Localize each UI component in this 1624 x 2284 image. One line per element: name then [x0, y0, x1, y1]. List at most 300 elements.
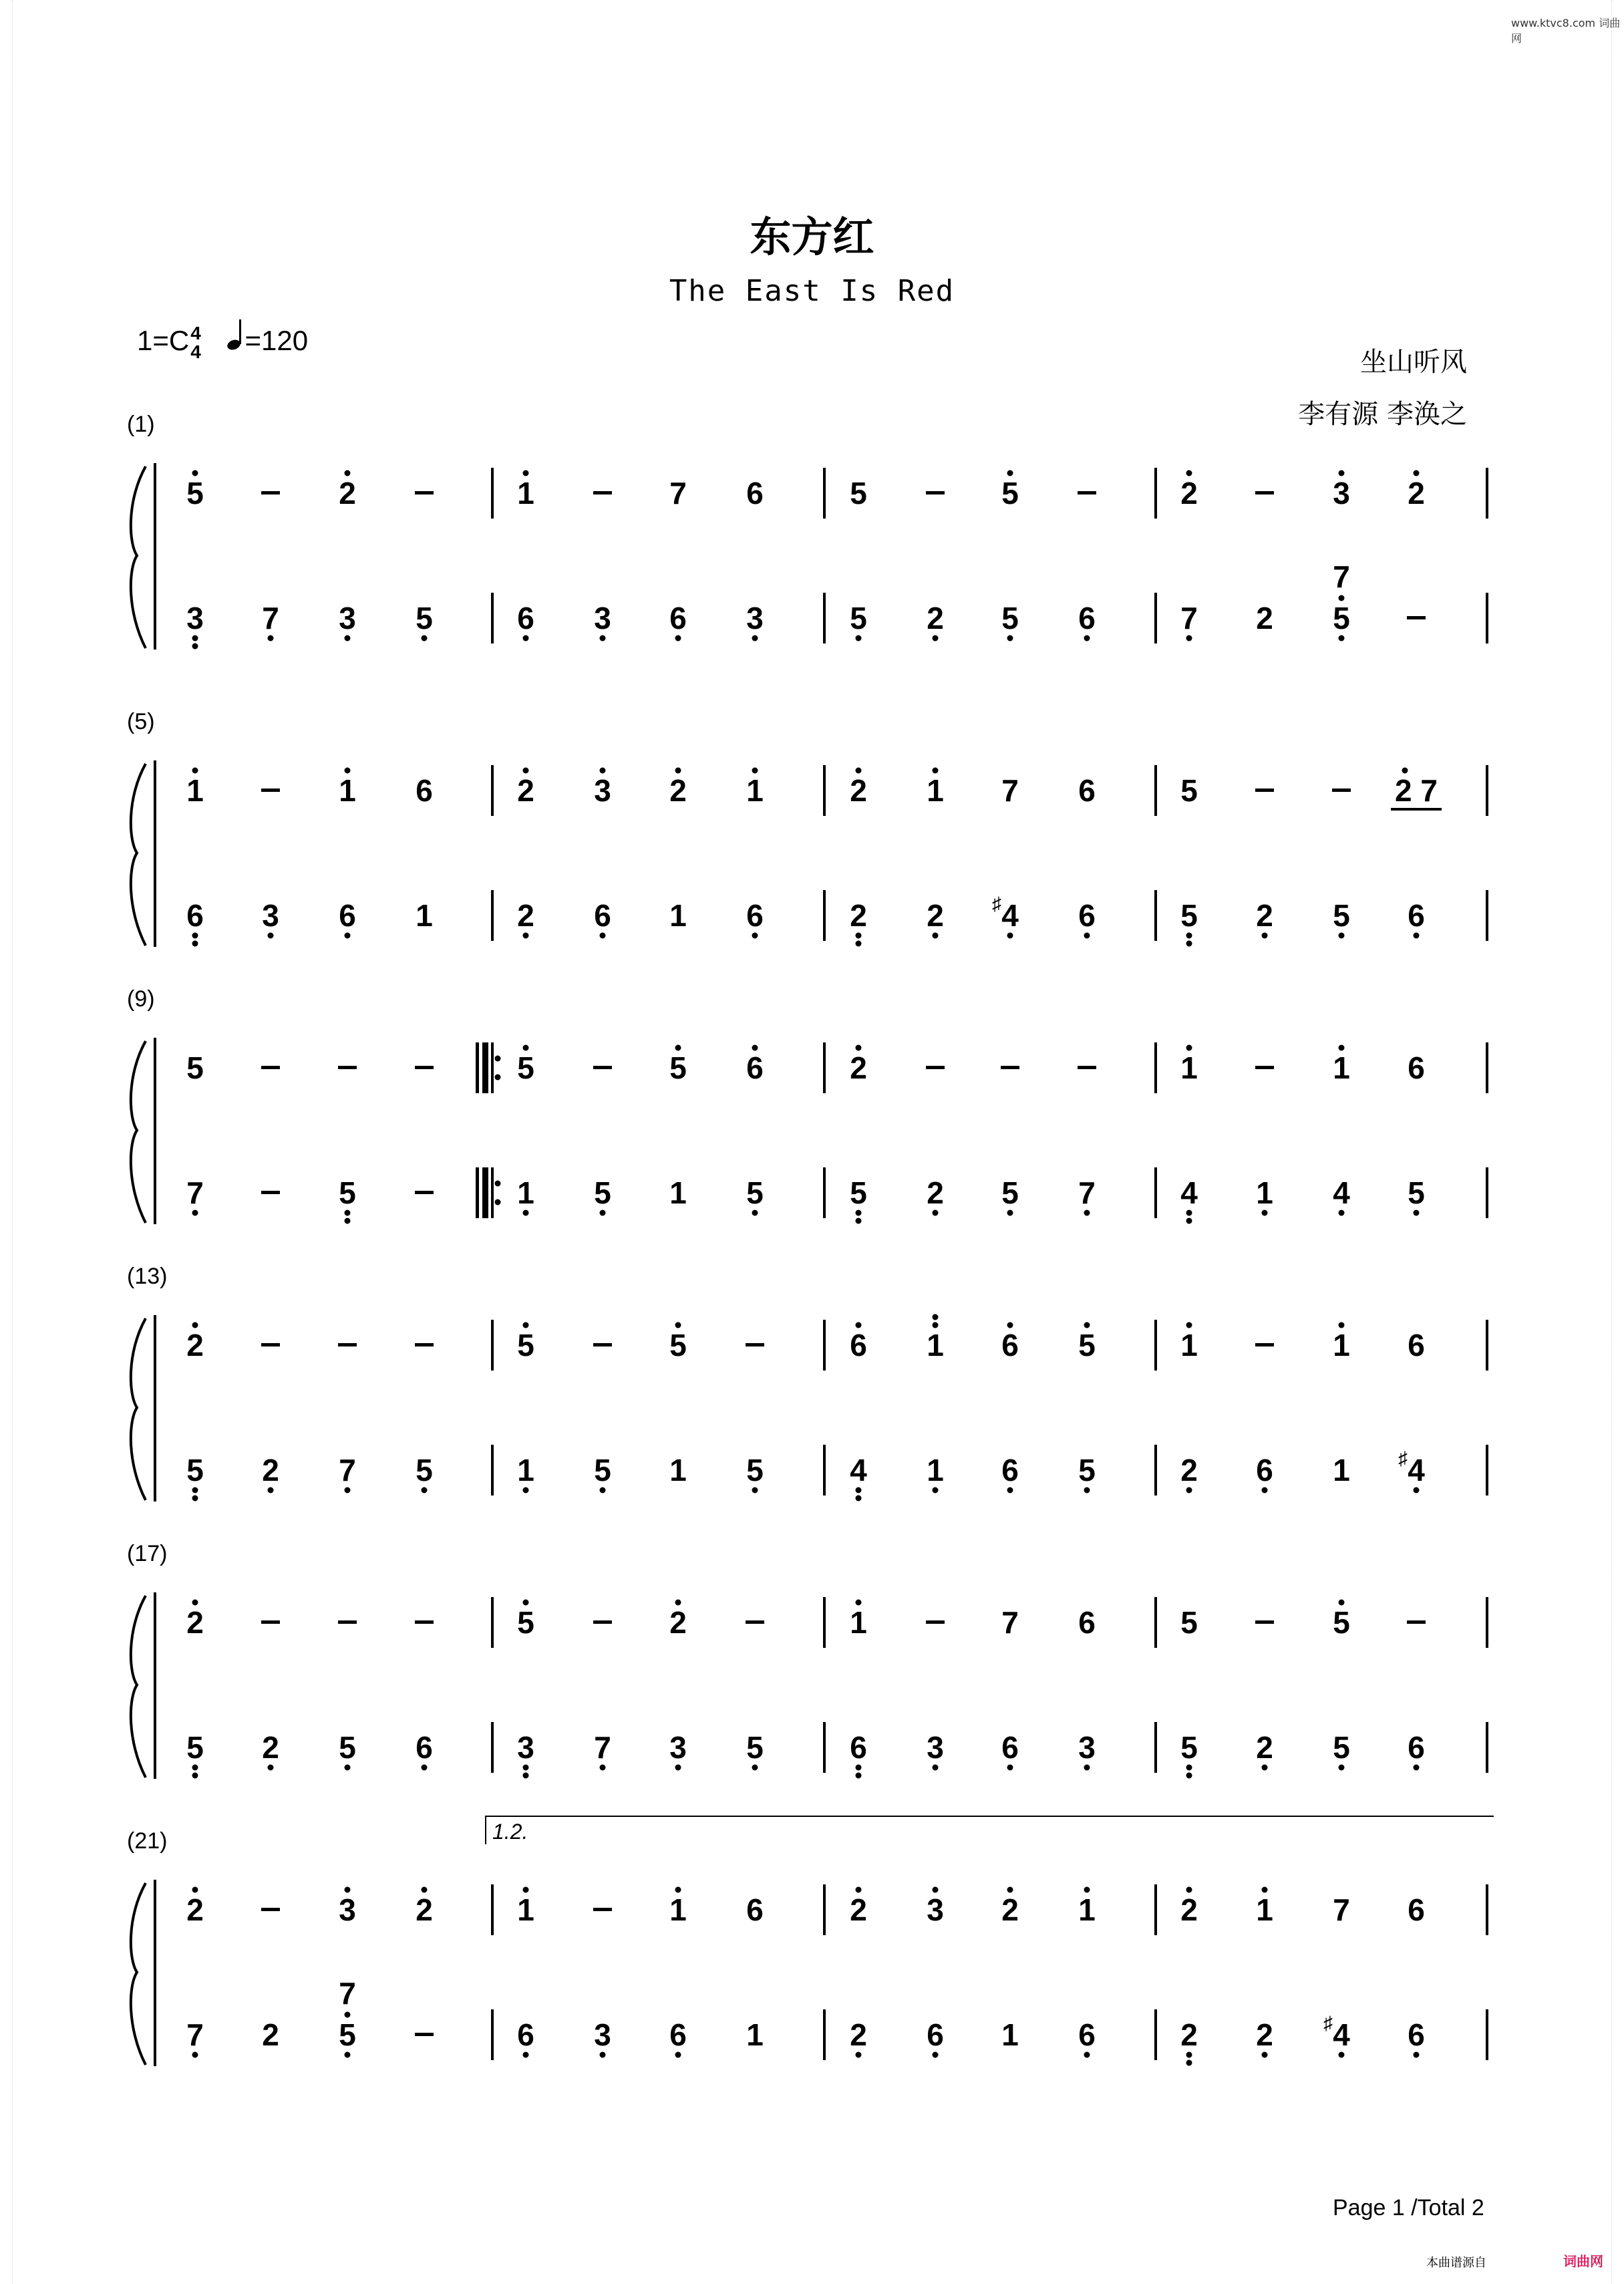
bass-note-low-dot2 — [856, 1773, 862, 1779]
bass-note-low-dot — [268, 635, 274, 641]
bass-barline — [1486, 2009, 1488, 2060]
repeat-dot — [495, 1056, 501, 1062]
bass-note-low-dot — [1186, 2052, 1192, 2058]
bass-note-low-dot2 — [192, 1773, 198, 1779]
bass-note: 6 — [669, 601, 687, 635]
arranger-credit: 坐山听风 — [1360, 347, 1467, 378]
treble-note-dash — [415, 1620, 434, 1624]
bass-note-upper-dot — [1339, 595, 1345, 601]
treble-note: 5 — [1078, 1328, 1096, 1363]
bass-note-low-dot — [1262, 1210, 1268, 1216]
bass-note: 3 — [186, 601, 204, 635]
treble-note: 1 — [850, 1605, 867, 1640]
treble-note-underline — [1391, 808, 1442, 811]
bass-note: 4 — [1333, 2017, 1350, 2052]
treble-note-dash — [415, 1343, 434, 1346]
bass-barline — [1154, 1167, 1157, 1218]
treble-note-high-dot — [1007, 470, 1013, 476]
treble-barline — [491, 1042, 494, 1093]
bass-note: 2 — [927, 898, 944, 933]
bass-note-low-dot — [1262, 1765, 1268, 1771]
bass-note: 1 — [669, 1175, 687, 1210]
bass-note-low-dot2 — [345, 1218, 351, 1224]
bass-note: 3 — [669, 1730, 687, 1765]
treble-note-dash — [1255, 1343, 1274, 1346]
bass-note: 3 — [927, 1730, 944, 1765]
treble-note: 2 — [1180, 476, 1198, 511]
treble-note: 2 — [186, 1605, 204, 1640]
bass-note-low-dot — [1414, 933, 1420, 939]
treble-note-high-dot — [675, 1045, 681, 1051]
measure-number: (17) — [127, 1541, 168, 1566]
bass-note-low-dot2 — [1186, 2060, 1192, 2066]
repeat-dot — [495, 1199, 501, 1205]
bass-note-low-dot — [933, 933, 939, 939]
bass-note-upper: 7 — [1333, 559, 1350, 594]
bass-note-low-dot2 — [856, 941, 862, 947]
treble-note: 6 — [746, 476, 764, 511]
treble-note-high-dot — [345, 768, 351, 774]
treble-note: 7 — [669, 476, 687, 511]
treble-note: 5 — [1180, 773, 1198, 808]
bass-note: 6 — [594, 898, 611, 933]
bass-note-low-dot2 — [856, 1495, 862, 1502]
treble-barline — [1486, 1884, 1488, 1935]
bass-note: 5 — [416, 1453, 433, 1487]
treble-note: 6 — [850, 1328, 867, 1363]
treble-note: 5 — [517, 1050, 534, 1085]
bass-note: 5 — [1333, 601, 1350, 635]
bass-note: 2 — [927, 1175, 944, 1210]
bass-note-low-dot — [1084, 1765, 1090, 1771]
bass-note-low-dot — [192, 1487, 198, 1493]
bass-note-low-dot — [422, 635, 428, 641]
treble-note-high-dot — [1262, 1887, 1268, 1893]
treble-note: 5 — [1001, 476, 1019, 511]
bass-note-low-dot — [523, 2052, 529, 2058]
treble-barline — [1486, 1042, 1488, 1093]
treble-barline — [823, 1884, 826, 1935]
treble-note-dash — [593, 1908, 612, 1911]
treble-barline — [1154, 1597, 1157, 1648]
system-barline — [154, 463, 156, 650]
treble-note-high-dot — [192, 1322, 198, 1328]
bass-note-low-dot — [856, 2052, 862, 2058]
bass-note-low-dot — [1186, 1210, 1192, 1216]
treble-note: 6 — [746, 1892, 764, 1927]
bass-note: 5 — [594, 1175, 611, 1210]
bass-note-low-dot — [600, 1765, 606, 1771]
bass-note: 1 — [1001, 2017, 1019, 2052]
treble-note-dash — [1255, 491, 1274, 494]
page-indicator: Page 1 /Total 2 — [1333, 2195, 1484, 2221]
source-watermark: 本曲谱源自 — [1426, 2256, 1486, 2270]
treble-note: 7 — [1001, 773, 1019, 808]
treble-barline — [491, 1320, 494, 1371]
system-barline — [154, 1880, 156, 2066]
treble-note-high-dot — [675, 1322, 681, 1328]
treble-note: 1 — [1256, 1892, 1273, 1927]
bass-note-low-dot2 — [1186, 1773, 1192, 1779]
treble-note-high-dot — [856, 768, 862, 774]
bass-note-low-dot — [933, 635, 939, 641]
bass-note-low-dot — [600, 2052, 606, 2058]
key-label: 1=C — [137, 325, 190, 356]
bass-note-low-dot — [933, 2052, 939, 2058]
bass-note-low-dot — [1084, 1487, 1090, 1493]
treble-note: 1 — [669, 1892, 687, 1927]
bass-note-low-dot — [345, 933, 351, 939]
bass-note: 2 — [517, 898, 534, 933]
bass-note-low-dot — [752, 1765, 758, 1771]
treble-barline — [823, 1320, 826, 1371]
treble-note-dash — [593, 491, 612, 494]
treble-note-dash — [261, 1908, 280, 1911]
treble-note: 2 — [1180, 1892, 1198, 1927]
treble-note-dash — [1078, 491, 1096, 494]
bass-note: 5 — [186, 1453, 204, 1487]
bass-note-low-dot — [1084, 635, 1090, 641]
treble-barline — [491, 468, 494, 519]
bass-note: 5 — [746, 1175, 764, 1210]
bass-note-low-dot — [523, 933, 529, 939]
bass-note-low-dot — [1262, 1487, 1268, 1493]
treble-note-high-dot — [933, 1887, 939, 1893]
bass-barline — [1486, 1445, 1488, 1495]
treble-note-dash — [593, 1066, 612, 1069]
treble-note-high-dot — [856, 1887, 862, 1893]
bass-note-low-dot — [1007, 1487, 1013, 1493]
bass-barline — [491, 1722, 494, 1773]
bass-note: 1 — [1333, 1453, 1350, 1487]
bass-note-low-dot2 — [192, 941, 198, 947]
bass-note-low-dot — [523, 1487, 529, 1493]
treble-note-high-dot — [675, 1600, 681, 1606]
bass-barline — [491, 593, 494, 644]
bass-note-upper: 7 — [339, 1976, 356, 2011]
bass-note-low-dot — [345, 1210, 351, 1216]
treble-note: 2 — [850, 1892, 867, 1927]
treble-note-high-dot — [600, 768, 606, 774]
treble-note: 5 — [669, 1328, 687, 1363]
treble-note-high-dot — [192, 470, 198, 476]
treble-note: 1 — [186, 773, 204, 808]
repeat-dot — [495, 1075, 501, 1081]
bass-note: 1 — [517, 1453, 534, 1487]
treble-note-high-dot — [523, 470, 529, 476]
bass-barline — [823, 1167, 826, 1218]
treble-note-dash — [593, 1343, 612, 1346]
treble-note-high-dot — [345, 1887, 351, 1893]
bass-note-low-dot — [933, 1210, 939, 1216]
bass-barline — [1154, 593, 1157, 644]
treble-barline — [823, 1042, 826, 1093]
bass-note-low-dot — [933, 1487, 939, 1493]
bass-note: 4 — [1180, 1175, 1198, 1210]
bass-note: 7 — [186, 2017, 204, 2052]
bass-note: 7 — [339, 1453, 356, 1487]
treble-note-high-dot — [1414, 470, 1420, 476]
bass-note-low-dot — [1084, 933, 1090, 939]
bass-note-low-dot2 — [192, 644, 198, 650]
measure-number: (1) — [127, 412, 155, 437]
bass-note: 6 — [517, 2017, 534, 2052]
treble-note-high-dot — [1084, 1887, 1090, 1893]
tempo-value: =120 — [245, 325, 309, 356]
treble-note-high-dot — [1339, 470, 1345, 476]
treble-note-high-dot — [856, 1600, 862, 1606]
bass-note-low-dot — [752, 1487, 758, 1493]
brace-icon — [131, 466, 146, 648]
bass-note: 5 — [746, 1453, 764, 1487]
treble-note-dash — [261, 1343, 280, 1346]
bass-note: 5 — [416, 601, 433, 635]
bass-barline — [823, 890, 826, 941]
treble-note-high-dot — [523, 1887, 529, 1893]
measure-number: (21) — [127, 1828, 168, 1854]
treble-note-dash — [1255, 1620, 1274, 1624]
bass-note-low-dot2 — [1186, 1218, 1192, 1224]
bass-note-low-dot — [268, 1765, 274, 1771]
treble-note: 6 — [1408, 1328, 1425, 1363]
bass-note-low-dot — [523, 635, 529, 641]
bass-note: 2 — [1256, 898, 1273, 933]
treble-note-dash — [338, 1066, 357, 1069]
bass-note: 2 — [850, 898, 867, 933]
brace-icon — [131, 1318, 146, 1500]
bass-note: 1 — [746, 2017, 764, 2052]
bass-note: 2 — [1256, 2017, 1273, 2052]
bass-note-low-dot — [752, 933, 758, 939]
treble-note-dash — [415, 491, 434, 494]
bass-note-sharp: ♯ — [1398, 1448, 1408, 1469]
composer-credit: 李有源 李涣之 — [1298, 399, 1467, 430]
treble-barline — [823, 468, 826, 519]
treble-note: 1 — [1078, 1892, 1096, 1927]
bass-note: 2 — [262, 2017, 279, 2052]
bass-note: 5 — [1333, 1730, 1350, 1765]
time-sig-bottom: 4 — [190, 341, 201, 362]
treble-note-high-dot — [1186, 1045, 1192, 1051]
treble-note-dash — [746, 1343, 764, 1346]
bass-note: 5 — [339, 2017, 356, 2052]
bass-note: 6 — [416, 1730, 433, 1765]
bass-note-sharp: ♯ — [992, 893, 1001, 914]
score-subtitle: The East Is Red — [669, 274, 955, 308]
treble-note: 5 — [669, 1050, 687, 1085]
bass-note: 5 — [1001, 1175, 1019, 1210]
treble-note: 6 — [1001, 1328, 1019, 1363]
bass-note-dash — [1407, 616, 1426, 619]
volta-bracket — [486, 1816, 1494, 1844]
treble-note-dash — [338, 1620, 357, 1624]
treble-note: 1 — [1333, 1050, 1350, 1085]
treble-note: 3 — [594, 773, 611, 808]
treble-note-dash — [1255, 789, 1274, 792]
repeat-thin-bar — [476, 1042, 479, 1093]
bass-note: 3 — [746, 601, 764, 635]
bass-note-low-dot — [752, 1210, 758, 1216]
treble-note: 2 — [416, 1892, 433, 1927]
brace-icon — [131, 1883, 146, 2065]
bass-note: 5 — [1180, 898, 1198, 933]
bass-note-low-dot — [268, 1487, 274, 1493]
site-url-watermark: www.ktvc8.com 词曲网 — [1511, 17, 1621, 45]
site-logo-watermark: 词曲网 — [1563, 2253, 1603, 2269]
treble-note-high-dot — [933, 768, 939, 774]
treble-note-high-dot — [422, 1887, 428, 1893]
treble-note-high-dot — [192, 768, 198, 774]
treble-note-high-dot — [1007, 1322, 1013, 1328]
treble-note: 3 — [1333, 476, 1350, 511]
brace-icon — [131, 1596, 146, 1777]
bass-note-low-dot — [1414, 1765, 1420, 1771]
bass-note: 7 — [262, 601, 279, 635]
bass-note: 6 — [339, 898, 356, 933]
bass-note: 6 — [1078, 601, 1096, 635]
bass-note-low-dot — [933, 1765, 939, 1771]
treble-note-high-dot — [1339, 1045, 1345, 1051]
bass-note: 2 — [1256, 601, 1273, 635]
bass-note-low-dot — [192, 1210, 198, 1216]
bass-note-low-dot — [856, 1487, 862, 1493]
treble-note: 1 — [746, 773, 764, 808]
bass-note: 4 — [1001, 898, 1019, 933]
bass-note-low-dot — [856, 635, 862, 641]
brace-icon — [131, 1041, 146, 1223]
bass-note-low-dot2 — [856, 1218, 862, 1224]
treble-note-high-dot — [675, 768, 681, 774]
treble-barline — [1486, 765, 1488, 816]
bass-note-dash — [415, 2033, 434, 2036]
bass-note-low-dot — [1339, 2052, 1345, 2058]
bass-barline — [1154, 1722, 1157, 1773]
bass-note-low-dot — [268, 933, 274, 939]
treble-note-high-dot — [1186, 470, 1192, 476]
bass-note-low-dot — [1186, 1487, 1192, 1493]
bass-note-low-dot — [1007, 1765, 1013, 1771]
treble-note: 7 — [1333, 1892, 1350, 1927]
measure-number: (13) — [127, 1264, 168, 1289]
treble-note-dash — [415, 1066, 434, 1069]
treble-note-dash — [261, 491, 280, 494]
bass-barline — [491, 2009, 494, 2060]
treble-note: 1 — [517, 476, 534, 511]
treble-note: 3 — [339, 1892, 356, 1927]
bass-note: 6 — [746, 898, 764, 933]
treble-note-dash — [926, 491, 945, 494]
treble-note: 5 — [186, 1050, 204, 1085]
bass-note-low-dot — [192, 2052, 198, 2058]
bass-note: 6 — [669, 2017, 687, 2052]
bass-note-low-dot — [345, 1765, 351, 1771]
treble-note: 1 — [517, 1892, 534, 1927]
treble-note-dash — [261, 1620, 280, 1624]
treble-note-dash — [926, 1066, 945, 1069]
treble-note-high-dot — [192, 1887, 198, 1893]
bass-note-low-dot — [600, 933, 606, 939]
treble-note: 6 — [1408, 1050, 1425, 1085]
treble-note-high-dot — [1084, 1322, 1090, 1328]
bass-barline — [491, 890, 494, 941]
bass-note: 4 — [850, 1453, 867, 1487]
treble-note: 1 — [927, 773, 944, 808]
bass-note-low-dot — [1339, 933, 1345, 939]
treble-note-high-dot — [345, 470, 351, 476]
treble-note-high-dot — [1007, 1887, 1013, 1893]
treble-note-high-dot — [1186, 1887, 1192, 1893]
treble-note-high-dot — [523, 1045, 529, 1051]
treble-note-dash — [593, 1620, 612, 1624]
treble-note: 2 — [186, 1328, 204, 1363]
bass-note: 5 — [594, 1453, 611, 1487]
treble-barline — [1154, 1320, 1157, 1371]
bass-note-low-dot — [1262, 2052, 1268, 2058]
treble-note-high-dot2 — [933, 1314, 939, 1320]
bass-note: 2 — [1256, 1730, 1273, 1765]
treble-note-high-dot — [752, 1045, 758, 1051]
bass-note: 6 — [850, 1730, 867, 1765]
bass-note-low-dot — [523, 1210, 529, 1216]
bass-note: 5 — [1408, 1175, 1425, 1210]
bass-note-upper-dot — [345, 2012, 351, 2018]
bass-note: 6 — [1408, 2017, 1425, 2052]
bass-barline — [1154, 2009, 1157, 2060]
bass-note-low-dot — [345, 2052, 351, 2058]
treble-note: 1 — [1333, 1328, 1350, 1363]
treble-note: 1 — [339, 773, 356, 808]
bass-note-low-dot2 — [523, 1773, 529, 1779]
bass-note: 1 — [669, 1453, 687, 1487]
bass-barline — [1486, 593, 1488, 644]
bass-note: 7 — [594, 1730, 611, 1765]
bass-note-low-dot — [422, 1487, 428, 1493]
bass-note-low-dot — [1007, 1210, 1013, 1216]
treble-note-high-dot — [523, 768, 529, 774]
bass-note: 3 — [594, 2017, 611, 2052]
bass-note-low-dot — [1007, 933, 1013, 939]
treble-note-high-dot — [1186, 1322, 1192, 1328]
treble-note-dash — [926, 1620, 945, 1624]
bass-note-low-dot — [1339, 635, 1345, 641]
bass-note: 6 — [1078, 898, 1096, 933]
bass-note: 1 — [927, 1453, 944, 1487]
treble-barline — [1486, 468, 1488, 519]
bass-barline — [1486, 1167, 1488, 1218]
treble-barline — [1154, 468, 1157, 519]
bass-barline — [491, 1445, 494, 1495]
measure-number: (5) — [127, 709, 155, 734]
bass-note: 2 — [1180, 2017, 1198, 2052]
bass-note-low-dot — [192, 933, 198, 939]
bass-note-low-dot — [1186, 635, 1192, 641]
bass-note: 6 — [1078, 2017, 1096, 2052]
treble-note-high-dot — [523, 1322, 529, 1328]
bass-note: 7 — [186, 1175, 204, 1210]
bass-note-low-dot — [1262, 933, 1268, 939]
bass-note: 2 — [927, 601, 944, 635]
bass-note-low-dot — [1339, 1765, 1345, 1771]
bass-note: 6 — [186, 898, 204, 933]
bass-note: 7 — [1180, 601, 1198, 635]
bass-note-low-dot — [1339, 1210, 1345, 1216]
treble-note: 7 — [1001, 1605, 1019, 1640]
bass-barline — [823, 2009, 826, 2060]
treble-note: 2 — [850, 1050, 867, 1085]
repeat-thick-bar — [482, 1042, 488, 1093]
bass-note: 5 — [339, 1730, 356, 1765]
treble-barline — [1154, 1042, 1157, 1093]
